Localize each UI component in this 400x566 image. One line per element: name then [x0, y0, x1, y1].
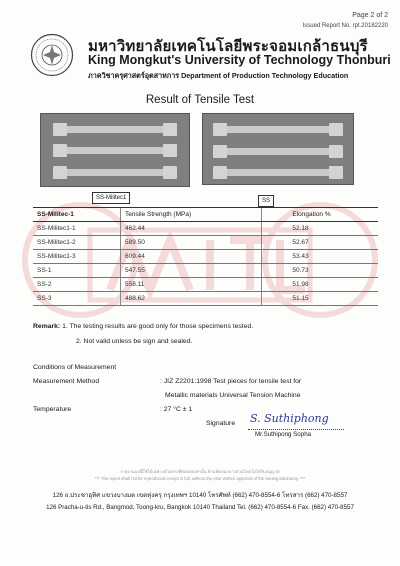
table-row [33, 292, 378, 306]
cell-specimen: SS-Militec1-3 [33, 250, 121, 264]
footer-address-english: 126 Pracha-u-tis Rd., Bangmod, Toong-kru, Bangkok 10140 Thailand Tel. (662) 470-8554-6 Fax. (662) 470-8557 [46, 504, 354, 511]
university-name-english: King Mongkut's University of Technology Thonburi [88, 53, 391, 67]
photo-label-militec: SS-Militec1 [92, 192, 130, 204]
specimen-photo-ss [202, 113, 354, 185]
cell-elongation: 50.73 [262, 264, 378, 278]
report-number: Issued Report No. rpt.20182220 [302, 23, 388, 29]
department-thai: ภาควิชาครุศาสตร์อุตสาหการ [88, 71, 180, 80]
cell-specimen: SS-2 [33, 278, 121, 292]
remark-text-1: 1. The testing results are good only for those specimens tested. [62, 323, 254, 330]
cell-tensile: 547.55 [121, 264, 262, 278]
method-label: Measurement Method [33, 378, 100, 385]
specimen [59, 147, 171, 154]
cell-specimen: SS-1 [33, 264, 121, 278]
department-name [88, 71, 348, 82]
cell-elongation: 51.15 [262, 292, 378, 306]
table-row [33, 236, 378, 250]
table-row [33, 278, 378, 292]
page-title: Result of Tensile Test [145, 94, 255, 106]
remark-line-1 [33, 323, 253, 330]
cell-elongation: 51.98 [262, 278, 378, 292]
photo-label-ss: SS [258, 195, 274, 207]
cell-specimen: SS-3 [33, 292, 121, 306]
signature-label: Signature [206, 420, 236, 427]
footer-note-english: *** The report shall not be reproduced except in full, without the prior written approval of the issuing laboratory. *** [94, 476, 306, 481]
table-row [33, 250, 378, 264]
remark-label: Remark: [33, 323, 61, 330]
cell-tensile: 589.50 [121, 236, 262, 250]
cell-elongation: 52.67 [262, 236, 378, 250]
temperature-label: Temperature [33, 406, 72, 413]
cell-specimen: SS-Militec1-2 [33, 236, 121, 250]
university-seal-icon [30, 33, 74, 77]
cell-tensile: 609.44 [121, 250, 262, 264]
specimen [219, 148, 337, 155]
cell-elongation: 53.43 [262, 250, 378, 264]
specimen [59, 126, 171, 133]
footer-address-thai: 126 ถ.ประชาอุทิศ แขวงบางมด เขตทุ่งครุ กรุงเทพฯ 10140 โทรศัพท์ (662) 470-8554-6 โทรสาร (662) 470-8557 [52, 492, 348, 499]
specimen [219, 169, 337, 176]
tensile-results-table [33, 207, 378, 306]
cell-elongation: 52.18 [262, 222, 378, 236]
cell-tensile: 558.11 [121, 278, 262, 292]
temperature-value: : 27 °C ± 1 [160, 406, 193, 413]
signer-name: Mr.Suthipong Sopha [255, 431, 312, 438]
specimen [59, 169, 171, 176]
specimen-photo-militec [40, 113, 190, 187]
department-english: Department of Production Technology Education [181, 71, 349, 80]
cell-tensile: 488.62 [121, 292, 262, 306]
table-row [33, 264, 378, 278]
table-header-row [33, 208, 378, 222]
method-value-1: : JIZ Z2201:1998 Test pieces for tensile test for [160, 378, 302, 385]
page-number: Page 2 of 2 [352, 12, 388, 19]
column-header-specimen: SS-Militec-1 [33, 208, 121, 222]
signature-line [248, 429, 344, 430]
column-header-tensile-strength: Tensile Strength (MPa) [121, 208, 262, 222]
conditions-heading: Conditions of Measurement [33, 364, 117, 371]
column-header-elongation: Elongation % [262, 208, 378, 222]
cell-specimen: SS-Militec1-1 [33, 222, 121, 236]
cell-tensile: 462.44 [121, 222, 262, 236]
remark-text-2: 2. Not valid unless be sign and sealed. [76, 338, 193, 345]
table-row [33, 222, 378, 236]
handwritten-signature: S. Suthiphong [250, 412, 329, 425]
specimen [219, 126, 337, 133]
method-value-2: Metallic materials Universal Tension Machine [165, 392, 301, 399]
footer-note-thai: รายงานผลนี้ใช้ได้เฉพาะตัวอย่างที่ทดสอบเท่านั้น ห้ามคัดลอกบางส่วนโดยไม่ได้รับอนุญาต [120, 469, 280, 474]
university-name-thai: มหาวิทยาลัยเทคโนโลยีพระจอมเกล้าธนบุรี [88, 38, 368, 55]
